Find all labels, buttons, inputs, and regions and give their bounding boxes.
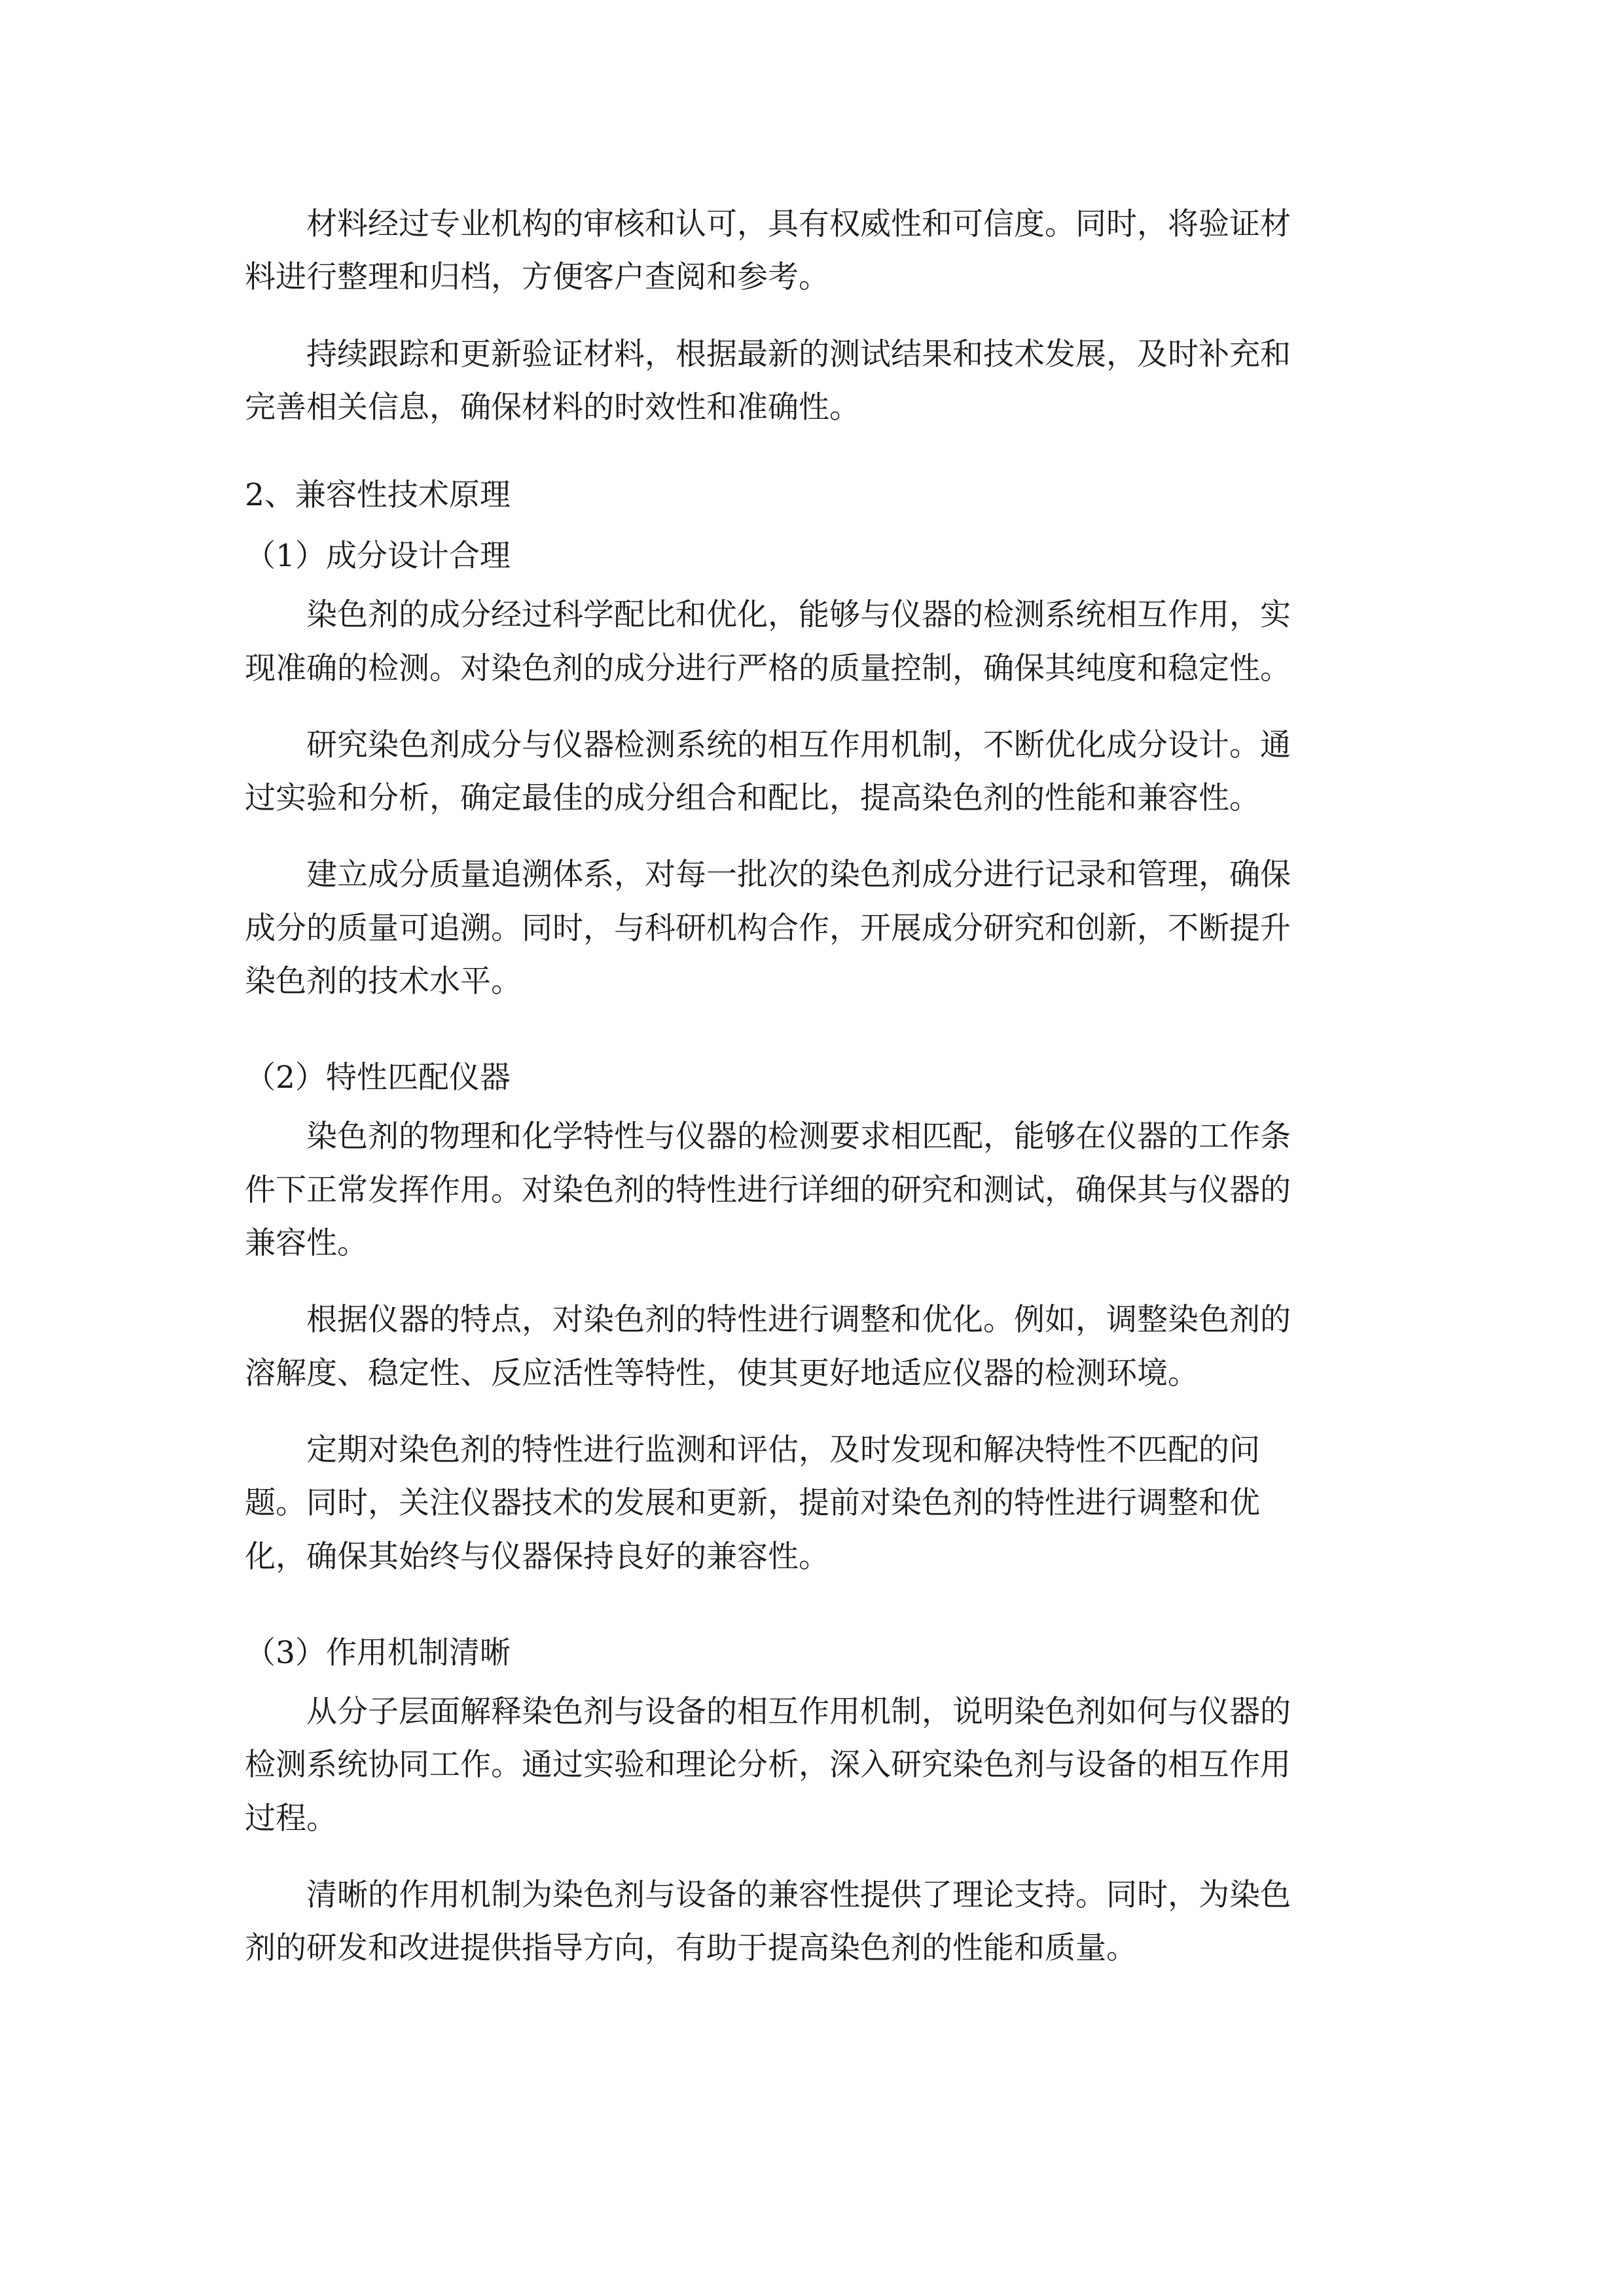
paragraph-line: 材料经过专业机构的审核和认可，具有权威性和可信度。同时，将验证材 — [306, 206, 1291, 242]
paragraph-line: 题。同时，关注仪器技术的发展和更新，提前对染色剂的特性进行调整和优 — [245, 1485, 1260, 1521]
paragraph-line: 完善相关信息，确保材料的时效性和准确性。 — [245, 389, 860, 425]
paragraph-line: 从分子层面解释染色剂与设备的相互作用机制，说明染色剂如何与仪器的 — [306, 1694, 1291, 1730]
paragraph-line: 溶解度、稳定性、反应活性等特性，使其更好地适应仪器的检测环境。 — [245, 1355, 1199, 1391]
paragraph-line: 定期对染色剂的特性进行监测和评估，及时发现和解决特性不匹配的问 — [306, 1432, 1260, 1468]
subsection-heading: （2）特性匹配仪器 — [245, 1060, 511, 1096]
subsection-heading: （1）成分设计合理 — [245, 538, 511, 574]
paragraph-line: 染色剂的物理和化学特性与仪器的检测要求相匹配，能够在仪器的工作条 — [306, 1119, 1291, 1155]
paragraph-line: 现准确的检测。对染色剂的成分进行严格的质量控制，确保其纯度和稳定性。 — [245, 651, 1291, 687]
paragraph-line: 件下正常发挥作用。对染色剂的特性进行详细的研究和测试，确保其与仪器的 — [245, 1172, 1291, 1208]
paragraph-line: 研究染色剂成分与仪器检测系统的相互作用机制，不断优化成分设计。通 — [306, 727, 1291, 763]
paragraph-line: 兼容性。 — [245, 1225, 368, 1261]
paragraph-line: 检测系统协同工作。通过实验和理论分析，深入研究染色剂与设备的相互作用 — [245, 1747, 1291, 1783]
paragraph-line: 化，确保其始终与仪器保持良好的兼容性。 — [245, 1539, 829, 1575]
paragraph-line: 染色剂的技术水平。 — [245, 963, 522, 999]
paragraph-line: 成分的质量可追溯。同时，与科研机构合作，开展成分研究和创新，不断提升 — [245, 910, 1291, 946]
subsection-heading: （3）作用机制清晰 — [245, 1635, 511, 1671]
section-heading: 2、兼容性技术原理 — [245, 477, 511, 513]
paragraph-line: 剂的研发和改进提供指导方向，有助于提高染色剂的性能和质量。 — [245, 1930, 1137, 1966]
paragraph-line: 建立成分质量追溯体系，对每一批次的染色剂成分进行记录和管理，确保 — [306, 857, 1291, 893]
paragraph-line: 持续跟踪和更新验证材料，根据最新的测试结果和技术发展，及时补充和 — [306, 336, 1291, 372]
paragraph-line: 清晰的作用机制为染色剂与设备的兼容性提供了理论支持。同时，为染色 — [306, 1877, 1291, 1913]
paragraph-line: 过程。 — [245, 1801, 337, 1837]
paragraph-line: 料进行整理和归档，方便客户查阅和参考。 — [245, 259, 829, 295]
paragraph-line: 染色剂的成分经过科学配比和优化，能够与仪器的检测系统相互作用，实 — [306, 597, 1291, 633]
paragraph-line: 根据仪器的特点，对染色剂的特性进行调整和优化。例如，调整染色剂的 — [306, 1302, 1291, 1338]
paragraph-line: 过实验和分析，确定最佳的成分组合和配比，提高染色剂的性能和兼容性。 — [245, 780, 1260, 816]
